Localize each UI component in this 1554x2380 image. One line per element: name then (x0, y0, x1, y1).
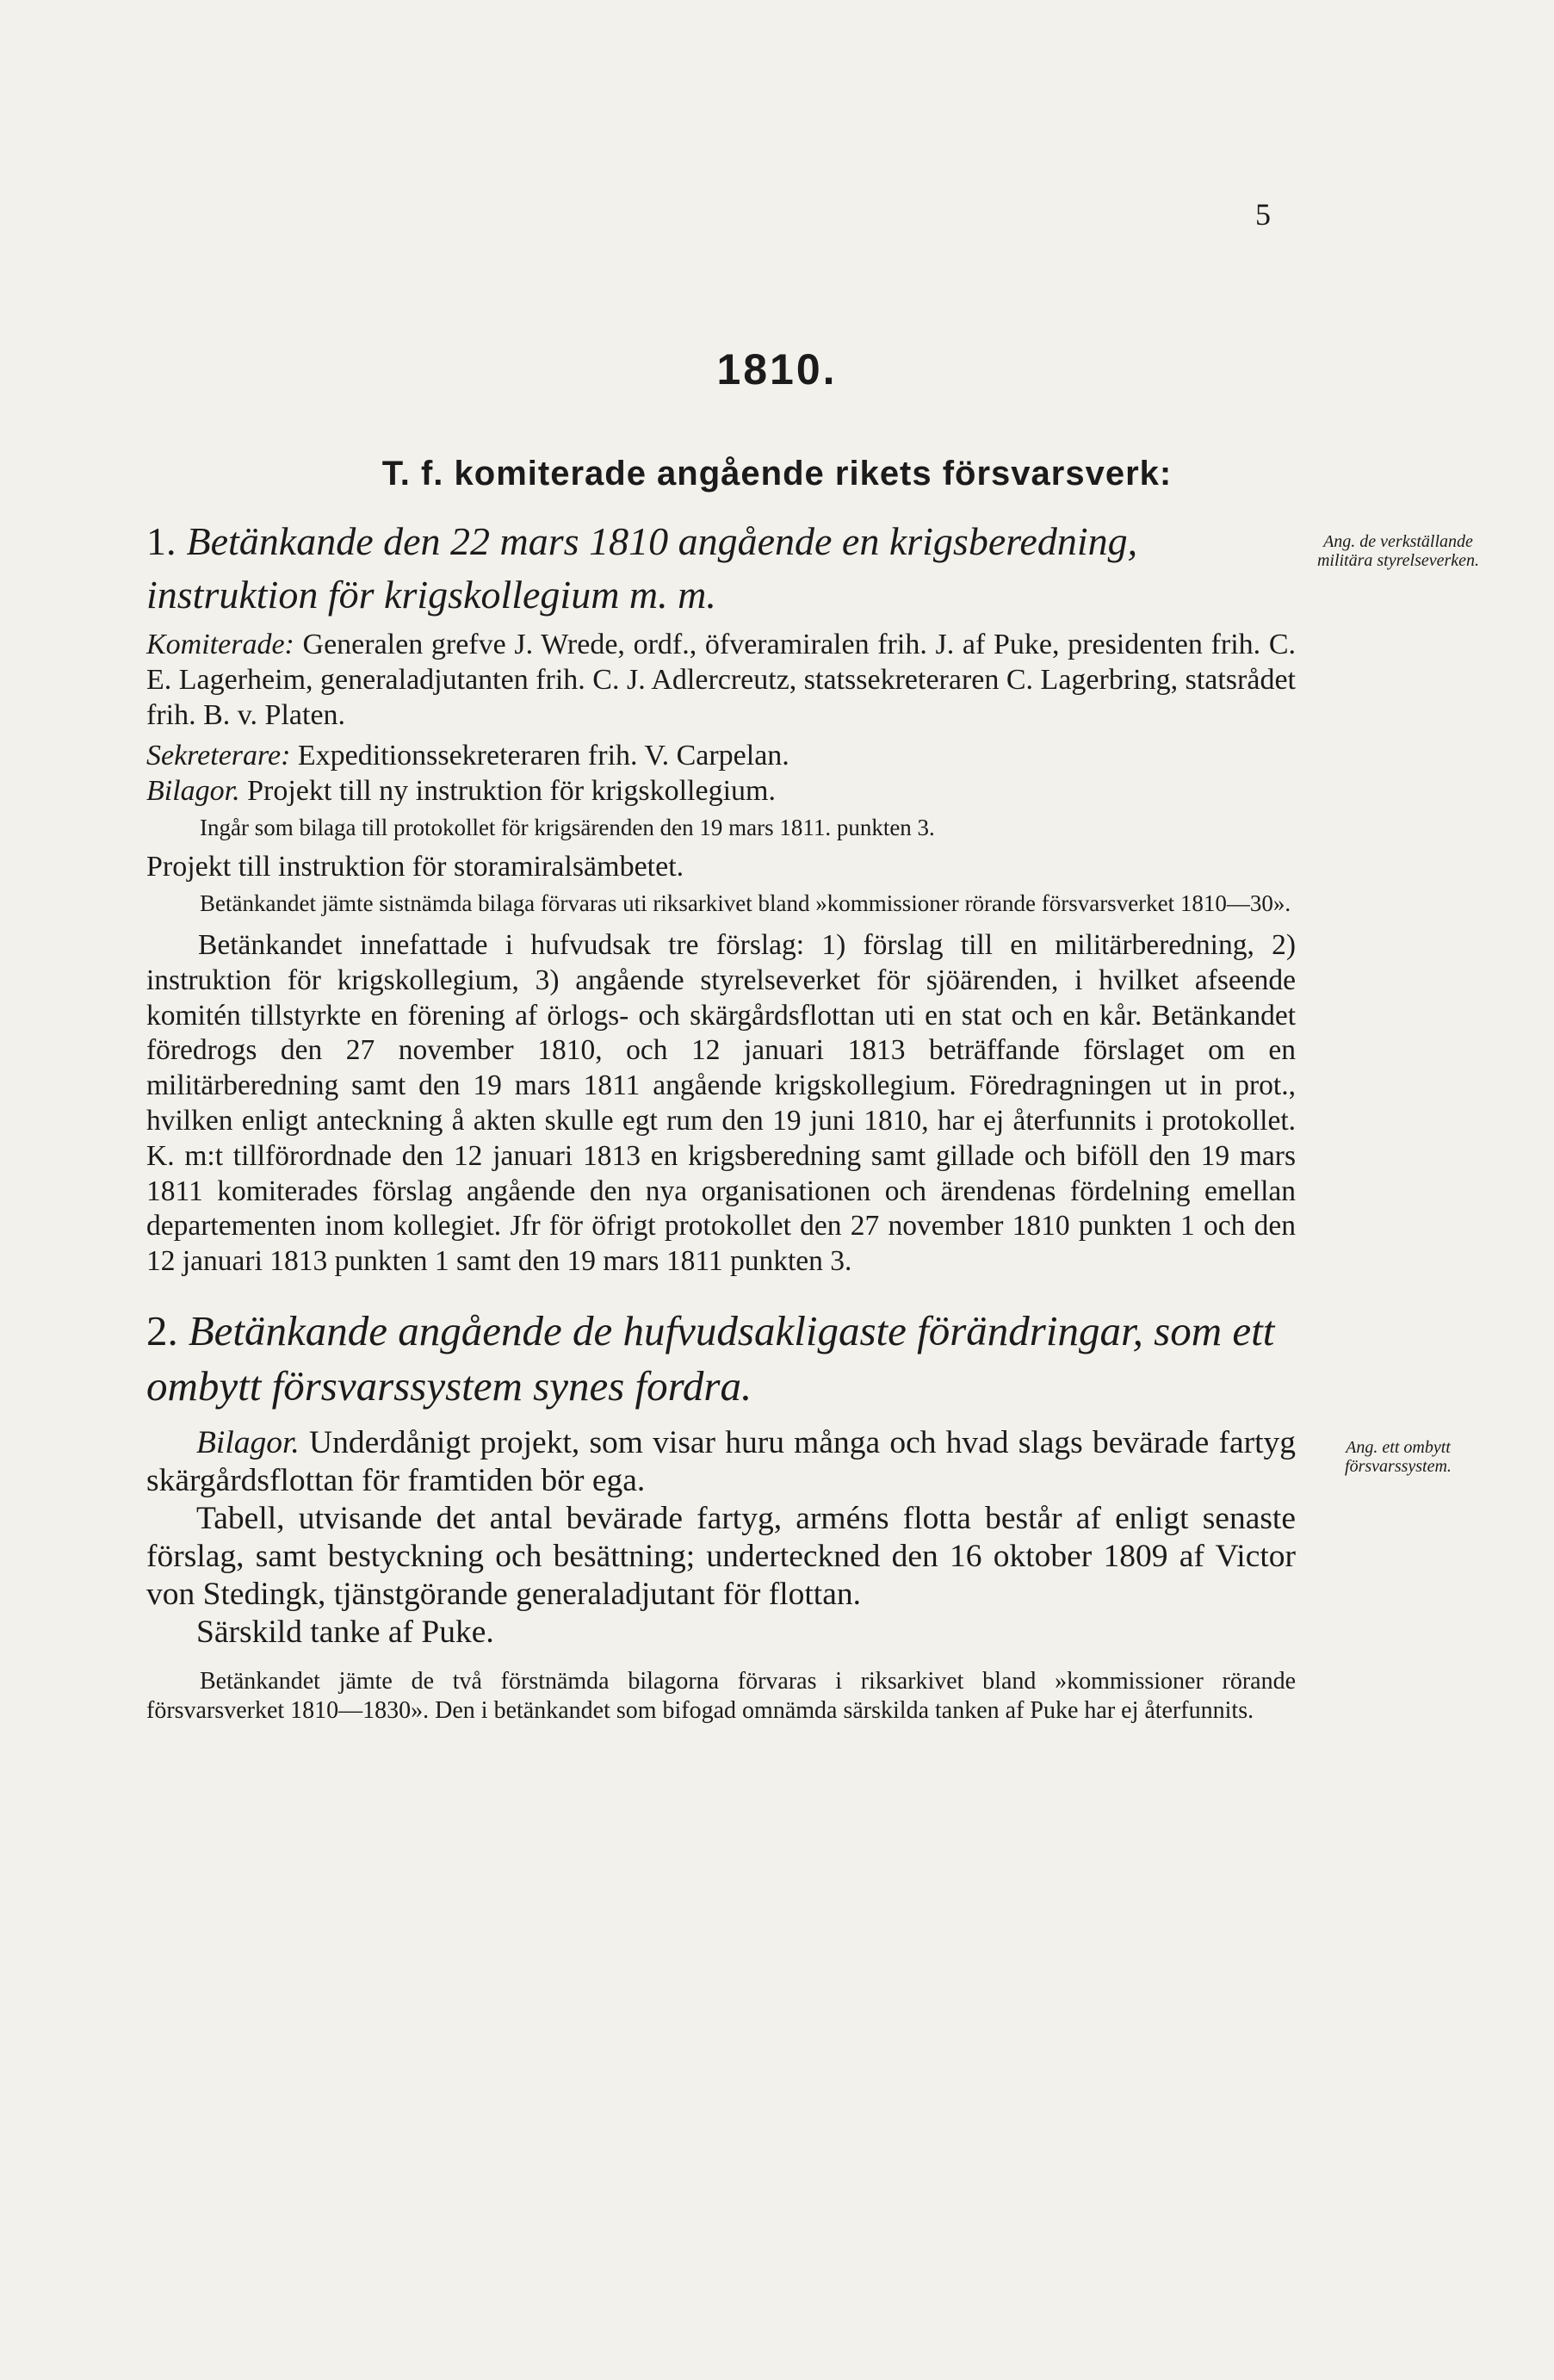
appendix-2: Projekt till instruktion för storamiralsämbetet. (146, 851, 684, 883)
item-2-title: Betänkande angående de hufvudsakligaste förändringar, som ett ombytt försvarssystem synes fordra. (146, 1306, 1275, 1410)
committee-text: Generalen grefve J. Wrede, ordf., öfveramiralen frih. J. af Puke, presidenten frih. C. E. Lagerheim, generaladjutanten frih. C. J. Adlercreutz, statssekreteraren C. Lagerbring, statsrådet frih. B. v. Platen. (146, 629, 1296, 731)
item-1-heading (146, 515, 1296, 622)
item-2-separate-text: Särskild tanke af Puke. (196, 1614, 494, 1650)
item-2-appendix-label: Bilagor. (196, 1424, 300, 1460)
storage-note-2: Betänkandet jämte de två förstnämda bilagorna förvaras i riksarkivet bland »kommissioner rörande försvarsverket 1810—1830». Den i betänkandet som bifogad omnämda särskilda tanken af Puke har ej återfunnits. (146, 1667, 1296, 1724)
secretary-paragraph (146, 738, 1296, 773)
secretary-text: Expeditionssekreteraren frih. V. Carpelan. (297, 740, 789, 772)
secretary-label: Sekreterare: (146, 740, 291, 772)
page-number: 5 (1255, 197, 1271, 232)
item-1-body: Betänkandet innefattade i hufvudsak tre förslag: 1) förslag till en militärberedning, 2) instruktion för krigskollegium, 3) angående styrelseverket för sjöärenden, i hvilket afseende komitén tillstyrkte en förening af örlogs- och skärgårdsflottan uti en stat och en kår. Betänkandet föredrogs den 27 november 1810, och 12 januari 1813 beträffande förslaget om en militärberedning samt den 19 mars 1811 angående krigskollegium. Föredragningen ut in prot., hvilken enligt anteckning å akten skulle egt rum den 19 juni 1810, har ej återfunnits i protokollet. K. m:t tillförordnade den 12 januari 1813 en krigsberedning samt gillade och biföll den 19 mars 1811 komiterades förslag angående den nya organisationen och ärendenas fördelning emellan departementen inom kollegiet. Jfr för öfrigt protokollet den 27 november 1810 punkten 1 och den 12 januari 1813 punkten 1 samt den 19 mars 1811 punkten 3. (146, 929, 1296, 1278)
item-2-number: 2. (146, 1306, 178, 1354)
margin-note-defense-system: Ang. ett ombytt försvarssystem. (1345, 1438, 1452, 1476)
appendix-paragraph (146, 773, 1296, 809)
item-1-title: Betänkande den 22 mars 1810 angående en krigsberedning, instruktion för krigskollegium m. m. (146, 519, 1138, 617)
item-2 (146, 1304, 1296, 1726)
appendix-text: Projekt till ny instruktion för krigskollegium. (247, 775, 776, 807)
appendix-label: Bilagor. (146, 775, 240, 807)
appendix-note: Ingår som bilaga till protokollet för krigsärenden den 19 mars 1811. punkten 3. (200, 815, 935, 840)
committee-label: Komiterade: (146, 629, 294, 660)
item-2-appendix-text: Underdånigt projekt, som visar huru många och hvad slags bevärade fartyg skärgårdsflottan för framtiden bör ega. (146, 1424, 1296, 1498)
committee-paragraph (146, 627, 1296, 733)
storage-note-1: Betänkandet jämte sistnämda bilaga förvaras uti riksarkivet bland »kommissioner rörande försvarsverket 1810—30». (200, 890, 1291, 916)
margin-note-military-boards: Ang. de verkställande militära styrelseverken. (1316, 532, 1480, 570)
item-2-appendix-paragraph (146, 1424, 1296, 1500)
main-text (146, 515, 1296, 1726)
section-title: T. f. komiterade angående rikets försvarsverk: (381, 455, 1173, 493)
item-1-number: 1. (146, 519, 176, 563)
item-2-table-text: Tabell, utvisande det antal bevärade fartyg, arméns flotta består af enligt senaste förslag, samt bestyckning och besättning; underteckned den 16 oktober 1809 af Victor von Stedingk, tjänstgörande generaladjutant för flottan. (146, 1500, 1296, 1612)
year-heading: 1810. (716, 345, 838, 394)
item-1 (146, 515, 1296, 1280)
item-2-heading (146, 1304, 1296, 1414)
